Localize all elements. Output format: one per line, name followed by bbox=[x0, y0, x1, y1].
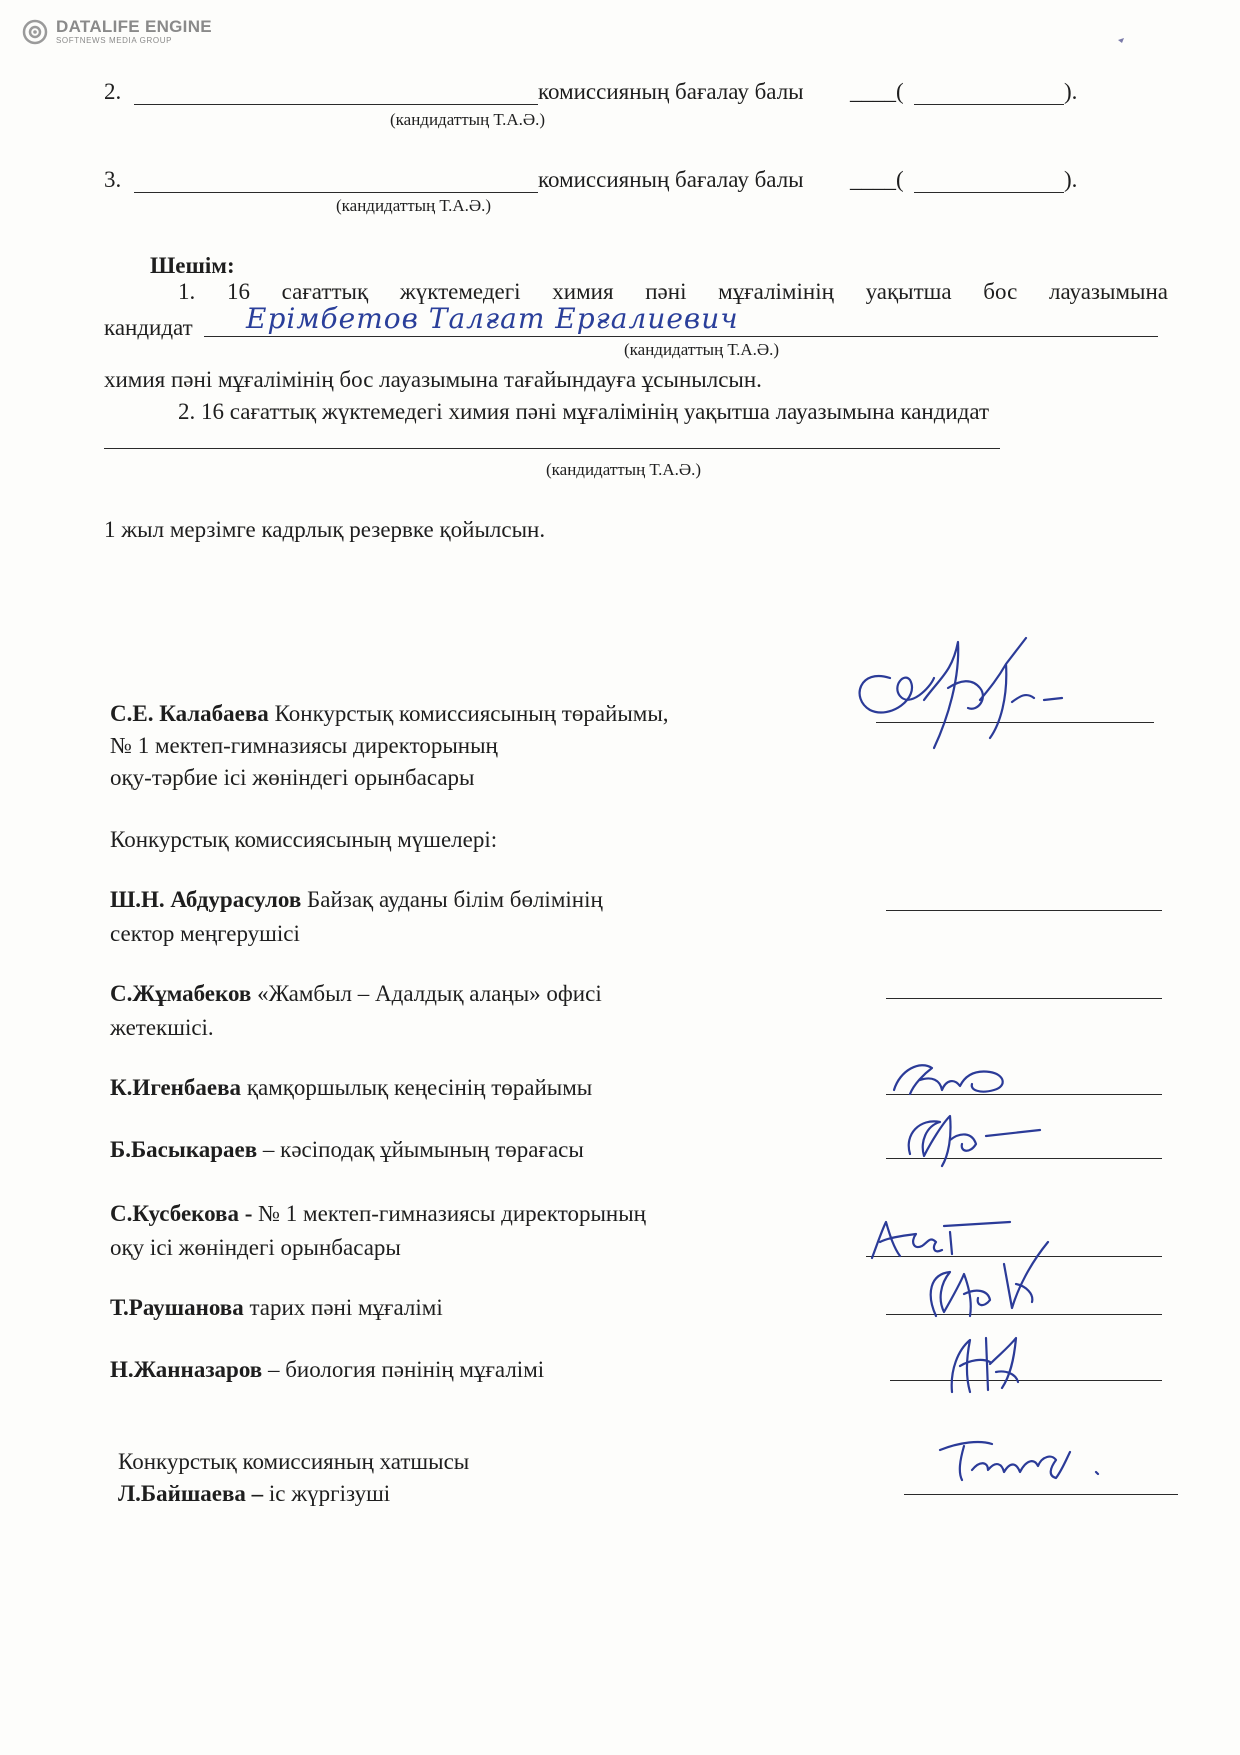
member-7-role: – биология пәнінің мұғалімі bbox=[262, 1357, 545, 1382]
member-5-role-line2: оқу ісі жөніндегі орынбасары bbox=[110, 1235, 401, 1260]
chair-role-line1: Конкурстық комиссиясының төрайымы, bbox=[268, 701, 669, 726]
decision-item1-line3: химия пәні мұғалімінің бос лауазымына тағайындауға ұсынылсын. bbox=[104, 367, 762, 392]
member-6-role: тарих пәні мұғалімі bbox=[243, 1295, 443, 1320]
secretary-signature-line bbox=[904, 1494, 1178, 1495]
members-heading: Конкурстық комиссиясының мүшелері: bbox=[110, 827, 498, 852]
score-3-value-line bbox=[914, 192, 1064, 193]
decision-item2-name-line bbox=[104, 448, 1000, 449]
member-4-name: Б.Басыкараев bbox=[110, 1137, 258, 1162]
secretary-line2 bbox=[118, 1480, 390, 1508]
score-2-value-line bbox=[914, 104, 1064, 105]
decision-item1-line1: 1. 16 сағаттық жүктемедегі химия пәні мұғалімінің уақытша бос лауазымына bbox=[178, 279, 1168, 304]
chair-line1 bbox=[110, 700, 669, 728]
member-2-role-line2: жетекшісі. bbox=[110, 1015, 214, 1040]
member-7-signature-icon bbox=[930, 1320, 1040, 1400]
score-2-caption: (кандидаттың Т.А.Ә.) bbox=[390, 110, 546, 129]
decision-item2-caption: (кандидаттың Т.А.Ә.) bbox=[546, 460, 702, 479]
chair-signature-icon bbox=[830, 628, 1080, 758]
secretary-name: Л.Байшаева – bbox=[118, 1481, 264, 1506]
member-1-role-line2: сектор меңгерушісі bbox=[110, 921, 300, 946]
decision-item2-line1: 2. 16 сағаттық жүктемедегі химия пәні мұғалімінің уақытша лауазымына кандидат bbox=[178, 399, 990, 424]
watermark-subtitle: SOFTNEWS MEDIA GROUP bbox=[56, 36, 173, 45]
member-2-name: С.Жұмабеков bbox=[110, 981, 252, 1006]
member-1-signature-line bbox=[886, 910, 1162, 911]
member-6-line1 bbox=[110, 1294, 443, 1322]
chair-role-line3: оқу-тәрбие ісі жөніндегі орынбасары bbox=[110, 765, 475, 790]
member-1-name: Ш.Н. Абдурасулов bbox=[110, 887, 302, 912]
member-3-signature-icon bbox=[880, 1050, 1030, 1110]
member-5-line1 bbox=[110, 1200, 646, 1228]
score-3-close: ). bbox=[1064, 167, 1078, 192]
score-3-open: ____( bbox=[850, 167, 904, 192]
member-6-signature-icon bbox=[900, 1234, 1080, 1324]
member-3-name: К.Игенбаева bbox=[110, 1075, 242, 1100]
watermark-logo bbox=[22, 18, 212, 45]
chair-role-line2: № 1 мектеп-гимназиясы директорының bbox=[110, 733, 498, 758]
scan-speck-icon bbox=[1116, 34, 1128, 46]
chair-name: С.Е. Калабаева bbox=[110, 701, 269, 726]
score-3-caption: (кандидаттың Т.А.Ә.) bbox=[336, 196, 492, 215]
score-3-name-line bbox=[134, 192, 538, 193]
score-2-number: 2. bbox=[104, 79, 122, 104]
score-2-open: ____( bbox=[850, 79, 904, 104]
score-2-label: комиссияның бағалау балы bbox=[538, 79, 804, 104]
member-3-role: қамқоршылық кеңесінің төрайымы bbox=[241, 1075, 593, 1100]
decision-item2-line3: 1 жыл мерзімге кадрлық резервке қойылсын. bbox=[104, 517, 546, 542]
decision-item1-caption: (кандидаттың Т.А.Ә.) bbox=[624, 340, 780, 359]
score-3-label: комиссияның бағалау балы bbox=[538, 167, 804, 192]
member-4-role: – кәсіподақ ұйымының төрағасы bbox=[257, 1137, 584, 1162]
member-7-name: Н.Жанназаров bbox=[110, 1357, 263, 1382]
secretary-title: іс жүргізуші bbox=[263, 1481, 391, 1506]
member-5-role: № 1 мектеп-гимназиясы директорының bbox=[258, 1201, 646, 1226]
member-6-name: Т.Раушанова bbox=[110, 1295, 244, 1320]
secretary-role: Конкурстық комиссияның хатшысы bbox=[118, 1449, 470, 1474]
member-1-role: Байзақ ауданы білім бөлімінің bbox=[301, 887, 603, 912]
member-2-role: «Жамбыл – Адалдық алаңы» офисі bbox=[251, 981, 602, 1006]
decision-heading: Шешім: bbox=[150, 253, 235, 278]
decision-item1-prefix: кандидат bbox=[104, 315, 193, 340]
member-1-line1 bbox=[110, 886, 603, 914]
member-4-line1 bbox=[110, 1136, 584, 1164]
member-7-line1 bbox=[110, 1356, 544, 1384]
secretary-signature-icon bbox=[930, 1430, 1130, 1490]
member-2-signature-line bbox=[886, 998, 1162, 999]
member-5-name: С.Кусбекова - bbox=[110, 1201, 259, 1226]
member-4-signature-icon bbox=[890, 1104, 1070, 1174]
candidate-handwritten-name: Ерімбетов Талғат Ерғалиевич bbox=[246, 302, 739, 335]
member-2-line1 bbox=[110, 980, 602, 1008]
member-3-line1 bbox=[110, 1074, 592, 1102]
watermark-title: DATALIFE ENGINE bbox=[56, 17, 212, 36]
score-2-close: ). bbox=[1064, 79, 1078, 104]
score-2-name-line bbox=[134, 104, 538, 105]
score-3-number: 3. bbox=[104, 167, 122, 192]
eye-logo-icon bbox=[22, 19, 48, 45]
decision-item1-name-line bbox=[204, 336, 1158, 337]
